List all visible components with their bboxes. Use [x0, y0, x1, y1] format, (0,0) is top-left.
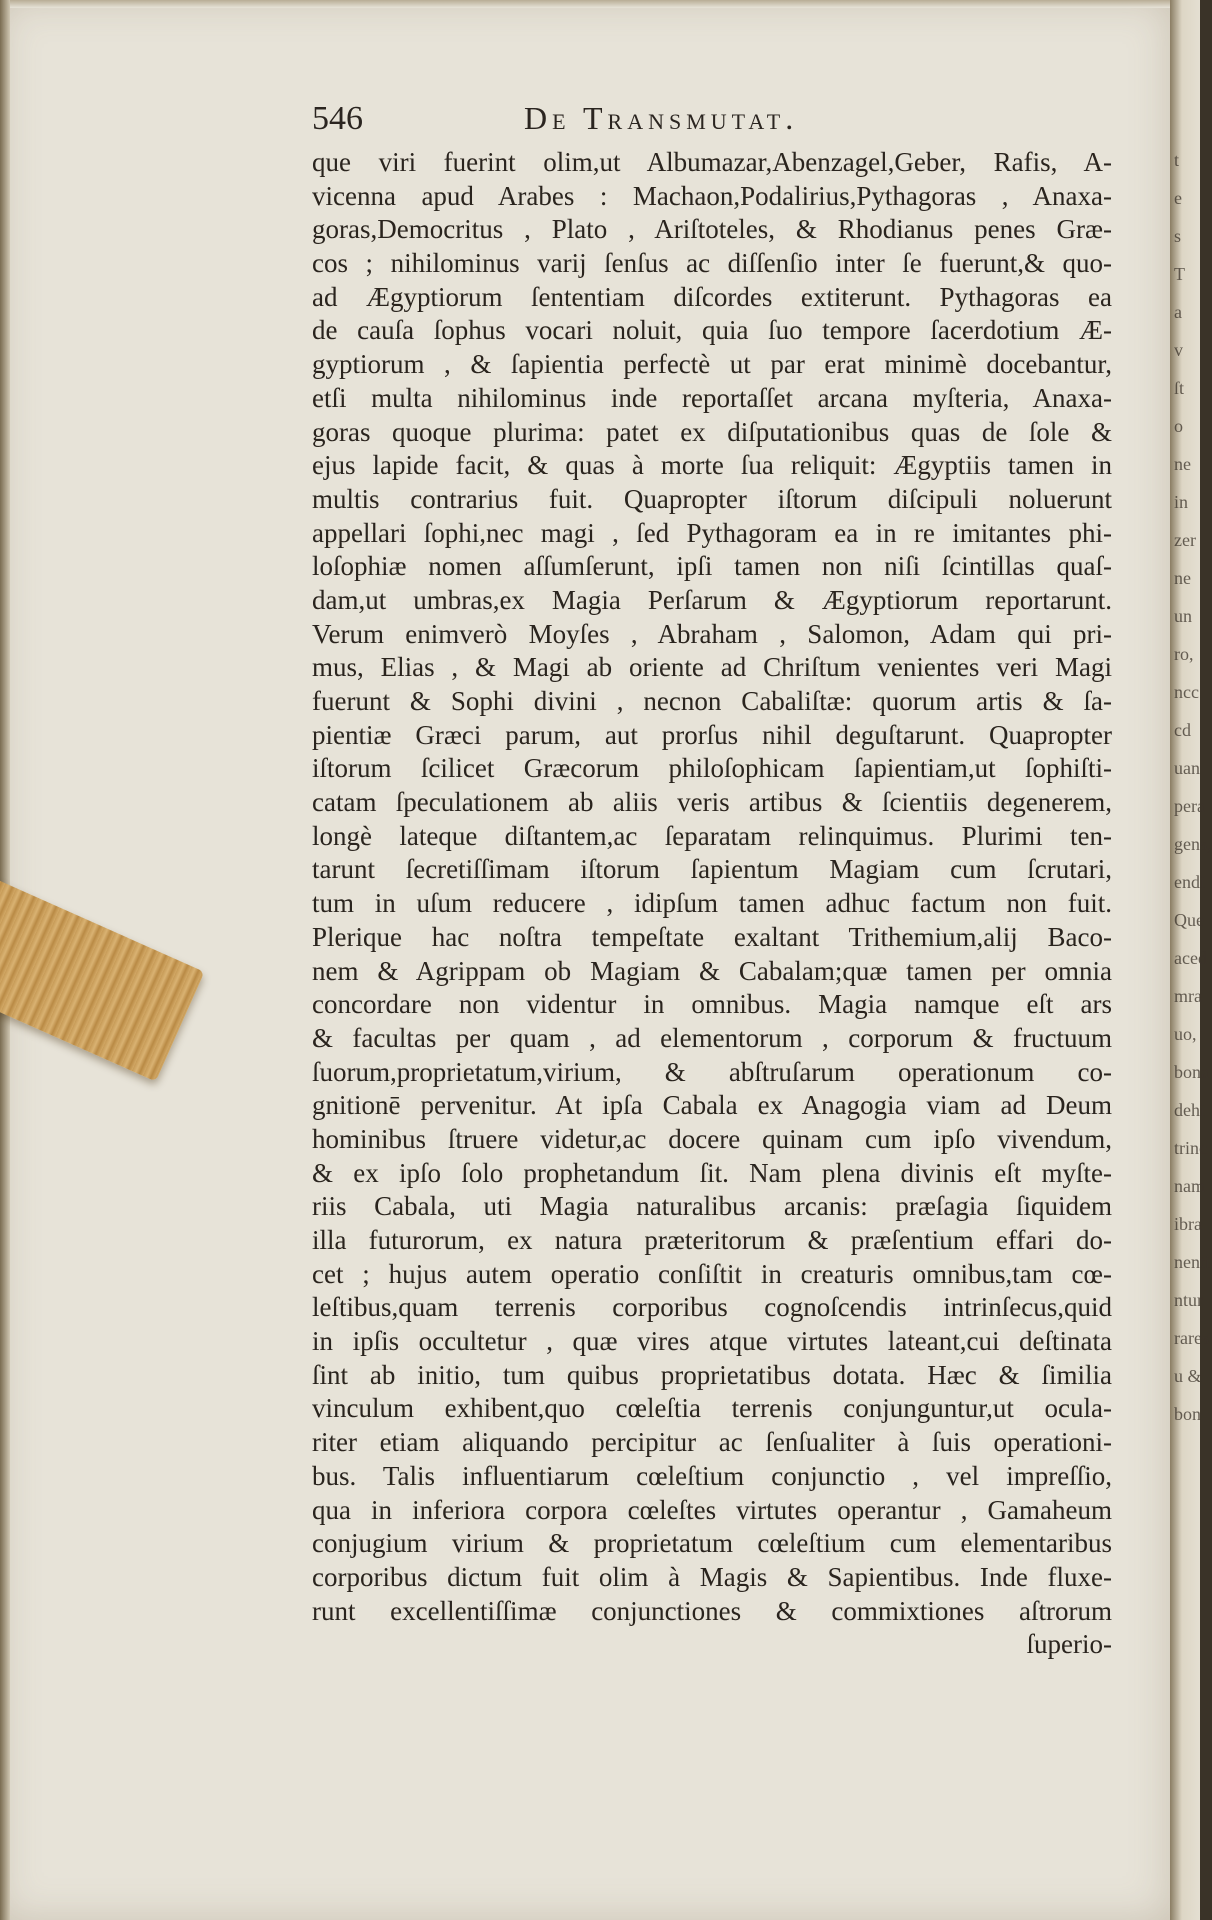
- catchword: ſuperio-: [1026, 1629, 1112, 1660]
- facing-page-fragment: endi: [1174, 872, 1205, 892]
- facing-page-fragment: e: [1174, 188, 1182, 208]
- text-line: & facultas per quam , ad elementorum , corporum & fructuum: [312, 1022, 1112, 1053]
- text-line: gyptiorum , & ſapientia perfectè ut par erat minimè docebantur,: [312, 349, 1112, 380]
- text-line: goras,Democritus , Plato , Ariſtoteles, & Rhodianus penes Græ-: [312, 214, 1112, 245]
- text-line: leſtibus,quam terrenis corporibus cognoſcendis intrinſecus,quid: [312, 1292, 1112, 1323]
- text-line: nem & Agrippam ob Magiam & Cabalam;quæ tamen per omnia: [312, 955, 1112, 986]
- text-line: corporibus dictum fuit olim à Magis & Sapientibus. Inde fluxe-: [312, 1561, 1112, 1592]
- text-line: longè lateque diſtantem,ac ſeparatam relinquimus. Plurimi ten-: [312, 820, 1112, 851]
- text-line: appellari ſophi,nec magi , ſed Pythagoram ea in re imitantes phi-: [312, 517, 1112, 548]
- page-top-edge: [0, 0, 1170, 8]
- facing-page-fragment: ne: [1174, 568, 1191, 588]
- text-line: mus, Elias , & Magi ab oriente ad Chriſtum venientes veri Magi: [312, 652, 1112, 683]
- facing-page-fragment: cd: [1174, 720, 1191, 740]
- facing-page-edge: [1170, 0, 1212, 1920]
- facing-page-fragment: zer: [1174, 530, 1196, 550]
- facing-page-fragment: s: [1174, 226, 1182, 246]
- facing-page-fragment: ſt: [1174, 378, 1185, 398]
- text-line: conjugium virium & proprietatum cœleſtium cum elementaribus: [312, 1528, 1112, 1559]
- page-number: 546: [312, 100, 363, 137]
- facing-page-fragment: t: [1174, 150, 1180, 170]
- text-line: riter etiam aliquando percipitur ac ſenſualiter à ſuis operationi-: [312, 1427, 1112, 1458]
- text-line: ejus lapide facit, & quas à morte ſua reliquit: Ægyptiis tamen in: [312, 450, 1112, 481]
- facing-page-fragment: T: [1174, 264, 1185, 284]
- text-line: gnitionē pervenitur. At ipſa Cabala ex Anagogia viam ad Deum: [312, 1090, 1112, 1121]
- text-line: dam,ut umbras,ex Magia Perſarum & Ægyptiorum reportarunt.: [312, 584, 1112, 615]
- text-line: ſint ab initio, tum quibus proprietatibus dotata. Hæc & ſimilia: [312, 1359, 1112, 1390]
- text-line: que viri fuerint olim,ut Albumazar,Abenzagel,Geber, Rafis, A-: [312, 147, 1112, 177]
- facing-page-fragment: o: [1174, 416, 1183, 436]
- facing-page-fragment: ro,: [1174, 644, 1194, 664]
- text-line: cos ; nihilominus varij ſenſus ac diſſenſio inter ſe fuerunt,& quo-: [312, 248, 1112, 279]
- text-line: tarunt ſecretiſſimam iſtorum ſapientum Magiam cum ſcrutari,: [312, 854, 1112, 885]
- text-line: riis Cabala, uti Magia naturalibus arcanis: præſagia ſiquidem: [312, 1191, 1112, 1222]
- facing-page-fragment: nenti: [1174, 1252, 1210, 1272]
- text-line: ſuorum,proprietatum,virium, & abſtruſarum operationum co-: [312, 1056, 1112, 1087]
- text-line: bus. Talis influentiarum cœleſtium conjunctio , vel impreſſio,: [312, 1460, 1112, 1491]
- text-line: tum in uſum reducere , idipſum tamen adhuc factum non fuit.: [312, 888, 1112, 919]
- facing-page-fragment: pera: [1174, 796, 1205, 816]
- facing-page-fragment: in: [1174, 492, 1189, 512]
- facing-page-fragment: trinc: [1174, 1138, 1207, 1158]
- text-line: iſtorum ſcilicet Græcorum philoſophicam ſapientiam,ut ſophiſti-: [312, 753, 1112, 784]
- text-line: vinculum exhibent,quo cœleſtia terrenis conjunguntur,ut ocula-: [312, 1393, 1112, 1424]
- page-header: [312, 100, 1112, 146]
- facing-page-fragment: aced: [1174, 948, 1207, 968]
- text-line: loſophiæ nomen aſſumſerunt, ipſi tamen non niſi ſcintillas quaſ-: [312, 551, 1112, 582]
- facing-page-fragment: ncc: [1174, 682, 1199, 702]
- text-line: goras quoque plurima: patet ex diſputationibus quas de ſole &: [312, 416, 1112, 447]
- facing-page-fragment: mra: [1174, 986, 1202, 1006]
- facing-page-fragment: ibra: [1174, 1214, 1202, 1234]
- text-line: illa futurorum, ex natura præteritorum & præſentium effari do-: [312, 1225, 1112, 1255]
- text-line: Verum enimverò Moyſes , Abraham , Salomon, Adam qui pri-: [312, 618, 1112, 649]
- facing-page-fragment: bona: [1174, 1062, 1209, 1082]
- facing-page-fragment: uan: [1174, 758, 1200, 778]
- text-line: hominibus ſtruere videtur,ac docere quinam cum ipſo vivendum,: [312, 1123, 1112, 1154]
- text-line: de cauſa ſophus vocari noluit, quia ſuo tempore ſacerdotium Æ-: [312, 315, 1112, 346]
- facing-page-fragment: gens,: [1174, 834, 1212, 854]
- text-line: multis contrarius fuit. Quapropter iſtorum diſcipuli noluerunt: [312, 483, 1112, 514]
- text-line: ad Ægyptiorum ſententiam diſcordes extiterunt. Pythagoras ea: [312, 281, 1112, 312]
- facing-page-fragment: un: [1174, 606, 1192, 626]
- text-line: runt excellentiſſimæ conjunctiones & commixtiones aſtrorum: [312, 1595, 1112, 1626]
- facing-page-fragment: nam: [1174, 1176, 1205, 1196]
- text-line: Plerique hac noſtra tempeſtate exaltant Trithemium,alij Baco-: [312, 921, 1112, 952]
- facing-page-fragment: ntur: [1174, 1290, 1203, 1310]
- text-line: vicenna apud Arabes : Machaon,Podalirius,Pythagoras , Anaxa-: [312, 180, 1112, 211]
- facing-page-fragment: rares: [1174, 1328, 1209, 1348]
- text-line: qua in inferiora corpora cœleſtes virtutes operantur , Gamaheum: [312, 1494, 1112, 1525]
- facing-page-fragment: a: [1174, 302, 1182, 322]
- text-line: cet ; hujus autem operatio conſiſtit in creaturis omnibus,tam cœ-: [312, 1258, 1112, 1289]
- facing-page-fragment: bon: [1174, 1404, 1201, 1424]
- text-line: fuerunt & Sophi divini , necnon Cabaliſtæ: quorum artis & ſa-: [312, 686, 1112, 716]
- running-title: De Transmutat.: [524, 100, 799, 136]
- facing-page-fragment: dehi: [1174, 1100, 1205, 1120]
- facing-page-fragment: ne: [1174, 454, 1191, 474]
- text-line: pientiæ Græci parum, aut prorſus nihil deguſtarunt. Quapropter: [312, 719, 1112, 750]
- text-line: concordare non videntur in omnibus. Magia namque eſt ars: [312, 989, 1112, 1020]
- text-line: catam ſpeculationem ab aliis veris artibus & ſcientiis degenerem,: [312, 787, 1112, 818]
- facing-page-fragment: Que: [1174, 910, 1204, 930]
- body-text: [312, 146, 1112, 1662]
- facing-page-fragment: u &: [1174, 1366, 1202, 1386]
- facing-page-fragment: uo,: [1174, 1024, 1197, 1044]
- text-line: & ex ipſo ſolo prophetandum ſit. Nam plena divinis eſt myſte-: [312, 1157, 1112, 1188]
- text-line: in ipſis occultetur , quæ vires atque virtutes lateant,cui deſtinata: [312, 1326, 1112, 1357]
- text-line: etſi multa nihilominus inde reportaſſet arcana myſteria, Anaxa-: [312, 382, 1112, 413]
- facing-page-fragment: v: [1174, 340, 1183, 360]
